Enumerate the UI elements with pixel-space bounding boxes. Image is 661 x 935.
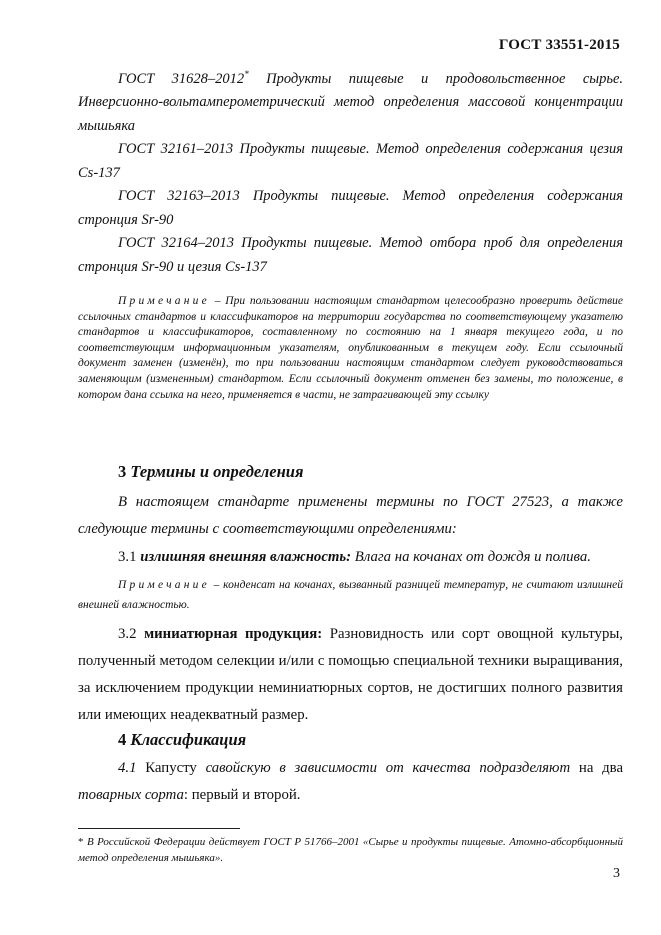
term-number: 3.2 xyxy=(118,626,137,642)
text-run: на два xyxy=(570,760,624,776)
note-label: Примечание xyxy=(118,295,210,307)
references-list xyxy=(78,63,623,279)
section-number: 3 xyxy=(118,462,127,481)
note-block xyxy=(78,294,623,403)
note-paragraph xyxy=(78,294,623,403)
term-definition-text: Влага на кочанах от дождя и полива. xyxy=(351,549,591,565)
reference-code: ГОСТ 32163–2013 xyxy=(118,188,240,205)
reference-code: ГОСТ 31628–2012 xyxy=(118,70,245,87)
section-3-body xyxy=(78,489,623,729)
paragraph-number: 4.1 xyxy=(118,760,137,776)
term-definition-text: Разновидность или сорт овощной культуры, полученный методом селекции и/или с помощью специальной техники выращивания, за исключением продукции неминиатюрных сортов, не достигших полного развития или имеющих неадекватный размер. xyxy=(78,626,623,723)
reference-title: Продукты пищевые. Метод определения содержания цезия Cs-137 xyxy=(78,141,624,181)
note-paragraph xyxy=(78,575,623,615)
section-4-body xyxy=(78,755,623,809)
section-intro: В настоящем стандарте применены термины по ГОСТ 27523, а также следующие термины с соответствующими определениями: xyxy=(78,494,623,537)
reference-item xyxy=(78,138,623,185)
reference-code: ГОСТ 32164–2013 xyxy=(118,235,235,252)
page-number: 3 xyxy=(613,866,620,881)
term-name: миниатюрная продукция: xyxy=(144,626,323,642)
section-title-text: Классификация xyxy=(130,730,247,749)
note-text: – При пользовании настоящим стандартом целесообразно проверить действие ссылочных стандартов и классификаторов на территории государства по соответствующему указателю стандартов и классификаторов, составленному по состоянию на 1 января текущего года, и по соответствующим информационным указателям, опубликованным в текущем году. Если ссылочный документ заменен (изменён), то при пользовании настоящим стандартом следует руководствоваться заменяющим (измененным) стандартом. Если ссылочный документ отменен без замены, то положение, в котором дана ссылка на него, применяется в части, не затрагивающей эту ссылку xyxy=(78,295,623,401)
section-title xyxy=(78,730,623,750)
section-3 xyxy=(78,462,623,482)
term-name: излишняя внешняя влажность: xyxy=(140,549,352,565)
reference-title: Продукты пищевые и продовольственное сырье. Инверсионно-вольтамперометрический метод определения массовой концентрации мышьяка xyxy=(78,70,624,134)
footnote-text: В Российской Федерации действует ГОСТ Р 51766–2001 «Сырье и продукты пищевые. Атомно-абсорбционный метод определения мышьяка». xyxy=(78,836,623,864)
section-title xyxy=(78,462,623,482)
section-title-text: Термины и определения xyxy=(130,462,304,481)
note-label: Примечание xyxy=(118,579,210,591)
text-run: товарных сорта xyxy=(78,787,184,803)
reference-item xyxy=(78,63,623,138)
reference-item xyxy=(78,232,623,279)
term-definition xyxy=(78,544,623,571)
footnote xyxy=(78,835,623,866)
document-header: ГОСТ 33551-2015 xyxy=(498,37,620,53)
footnote-marker: * xyxy=(244,69,249,79)
term-number: 3.1 xyxy=(118,549,137,565)
text-run: : первый и второй. xyxy=(183,787,301,803)
term-definition xyxy=(78,621,623,729)
text-run: савойскую в зависимости от качества подразделяют xyxy=(205,760,571,776)
section-number: 4 xyxy=(118,730,127,749)
footnote-mark: * xyxy=(78,836,84,848)
reference-item xyxy=(78,185,623,232)
note-text: – конденсат на кочанах, вызванный разницей температур, не считают излишней внешней влажностью. xyxy=(78,579,623,611)
section-4 xyxy=(78,730,623,750)
text-run: Капусту xyxy=(136,760,206,776)
reference-code: ГОСТ 32161–2013 xyxy=(118,141,234,158)
footnote-divider xyxy=(78,828,240,829)
reference-title: Продукты пищевые. Метод отбора проб для определения стронция Sr-90 и цезия Cs-137 xyxy=(78,235,624,275)
reference-title: Продукты пищевые. Метод определения содержания стронция Sr-90 xyxy=(78,188,623,228)
classification-paragraph xyxy=(78,755,623,809)
